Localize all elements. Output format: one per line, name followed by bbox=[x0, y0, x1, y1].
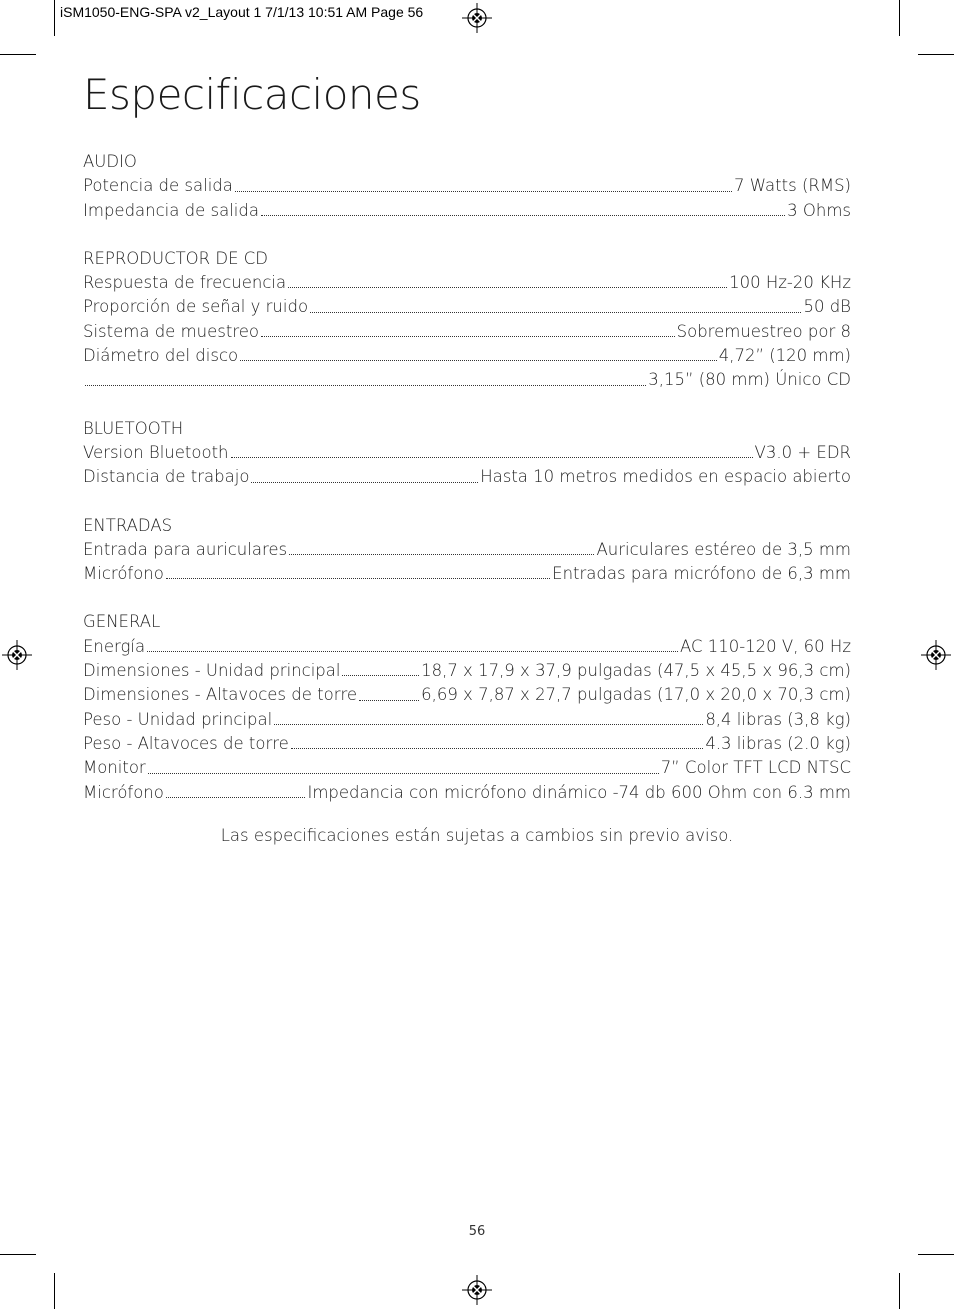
spec-value: 7 Watts (RMS) bbox=[734, 176, 851, 196]
dot-leader bbox=[291, 747, 703, 749]
dot-leader bbox=[274, 723, 703, 725]
crop-mark-top-left-v bbox=[54, 0, 55, 36]
dot-leader bbox=[289, 553, 594, 555]
registration-mark-right-icon bbox=[921, 640, 951, 670]
dot-leader bbox=[310, 311, 801, 313]
spec-value: V3.0 + EDR bbox=[754, 442, 851, 462]
spec-value: Hasta 10 metros medidos en espacio abierto bbox=[480, 467, 851, 487]
dot-leader bbox=[342, 674, 419, 676]
spec-row bbox=[83, 732, 851, 756]
spec-label: Sistema de muestreo bbox=[83, 321, 259, 341]
dot-leader bbox=[166, 577, 550, 579]
section-heading: BLUETOOTH bbox=[83, 418, 184, 438]
crop-mark-top-right-h bbox=[918, 54, 954, 55]
spec-value: 7” Color TFT LCD NTSC bbox=[660, 758, 851, 778]
page-title: Especificaciones bbox=[83, 70, 421, 119]
spec-label: Peso - Unidad principal bbox=[83, 709, 273, 729]
spec-label: Diámetro del disco bbox=[83, 346, 239, 366]
spec-row bbox=[83, 199, 851, 223]
spec-value: 4.3 libras (2.0 kg) bbox=[705, 733, 851, 753]
registration-mark-top-icon bbox=[462, 3, 492, 33]
spec-label: Dimensiones - Altavoces de torre bbox=[83, 685, 358, 705]
spec-value: Impedancia con micrófono dinámico -74 db 600 Ohm con 6.3 mm bbox=[307, 782, 851, 802]
section-cd-player bbox=[83, 247, 851, 393]
spec-value: 8,4 libras (3,8 kg) bbox=[705, 709, 851, 729]
dot-leader bbox=[251, 481, 478, 483]
spec-row bbox=[83, 635, 851, 659]
dot-leader bbox=[288, 286, 727, 288]
registration-mark-left-icon bbox=[2, 640, 32, 670]
spec-label: Proporción de señal y ruido bbox=[83, 297, 309, 317]
spec-label: Monitor bbox=[83, 758, 146, 778]
spec-value: Sobremuestreo por 8 bbox=[676, 321, 851, 341]
spec-row bbox=[83, 344, 851, 368]
spec-label: Micrófono bbox=[83, 782, 164, 802]
spec-row bbox=[83, 683, 851, 707]
spec-row bbox=[83, 708, 851, 732]
spec-row bbox=[83, 295, 851, 319]
spec-label: Micrófono bbox=[83, 564, 164, 584]
dot-leader bbox=[85, 384, 646, 386]
spec-value: 3 Ohms bbox=[787, 200, 851, 220]
dot-leader bbox=[235, 190, 732, 192]
spec-row bbox=[83, 465, 851, 489]
spec-row bbox=[83, 781, 851, 805]
spec-label: Entrada para auriculares bbox=[83, 539, 288, 559]
spec-value: AC 110-120 V, 60 Hz bbox=[679, 636, 851, 656]
spec-label: Energía bbox=[83, 636, 146, 656]
spec-row bbox=[83, 320, 851, 344]
page-number: 56 bbox=[468, 1224, 486, 1239]
section-heading: GENERAL bbox=[83, 612, 161, 632]
spec-label: Version Bluetooth bbox=[83, 442, 229, 462]
dot-leader bbox=[166, 796, 306, 798]
spec-value: 100 Hz-20 KHz bbox=[729, 273, 851, 293]
section-general bbox=[83, 610, 851, 804]
registration-mark-bottom-icon bbox=[462, 1275, 492, 1305]
spec-value: 3,15” (80 mm) Único CD bbox=[648, 370, 851, 390]
spec-row bbox=[83, 659, 851, 683]
spec-list bbox=[83, 150, 851, 829]
crop-mark-bottom-right-v bbox=[899, 1273, 900, 1309]
dot-leader bbox=[147, 650, 678, 652]
spec-label: Respuesta de frecuencia bbox=[83, 273, 287, 293]
spec-row bbox=[83, 538, 851, 562]
spec-value: Entradas para micrófono de 6,3 mm bbox=[552, 564, 851, 584]
dot-leader bbox=[148, 772, 659, 774]
section-inputs bbox=[83, 514, 851, 587]
spec-label: Potencia de salida bbox=[83, 176, 233, 196]
notice-text: Las especificaciones están sujetas a cambios sin previo aviso. bbox=[220, 826, 734, 845]
dot-leader bbox=[240, 359, 717, 361]
crop-mark-bottom-left-h bbox=[0, 1254, 36, 1255]
section-audio bbox=[83, 150, 851, 223]
dot-leader bbox=[359, 699, 419, 701]
crop-mark-bottom-right-h bbox=[918, 1254, 954, 1255]
dot-leader bbox=[231, 456, 753, 458]
dot-leader bbox=[261, 335, 675, 337]
spec-row bbox=[83, 368, 851, 392]
crop-mark-top-right-v bbox=[899, 0, 900, 36]
spec-label: Peso - Altavoces de torre bbox=[83, 733, 289, 753]
spec-row bbox=[83, 562, 851, 586]
spec-value: Auriculares estéreo de 3,5 mm bbox=[596, 539, 851, 559]
spec-value: 4,72” (120 mm) bbox=[718, 346, 851, 366]
spec-row bbox=[83, 174, 851, 198]
spec-row bbox=[83, 441, 851, 465]
spec-value: 50 dB bbox=[803, 297, 851, 317]
spec-label: Impedancia de salida bbox=[83, 200, 259, 220]
spec-label: Dimensiones - Unidad principal bbox=[83, 661, 341, 681]
crop-mark-top-left-h bbox=[0, 54, 36, 55]
spec-label: Distancia de trabajo bbox=[83, 467, 250, 487]
print-slug: iSM1050-ENG-SPA v2_Layout 1 7/1/13 10:51 AM Page 56 bbox=[60, 4, 424, 20]
section-heading: ENTRADAS bbox=[83, 515, 173, 535]
section-bluetooth bbox=[83, 417, 851, 490]
dot-leader bbox=[261, 214, 785, 216]
crop-mark-bottom-left-v bbox=[54, 1273, 55, 1309]
spec-value: 18,7 x 17,9 x 37,9 pulgadas (47,5 x 45,5 x 96,3 cm) bbox=[421, 661, 851, 681]
section-heading: REPRODUCTOR DE CD bbox=[83, 248, 268, 268]
spec-value: 6,69 x 7,87 x 27,7 pulgadas (17,0 x 20,0 x 70,3 cm) bbox=[421, 685, 851, 705]
spec-row bbox=[83, 756, 851, 780]
spec-row bbox=[83, 271, 851, 295]
section-heading: AUDIO bbox=[83, 152, 137, 171]
